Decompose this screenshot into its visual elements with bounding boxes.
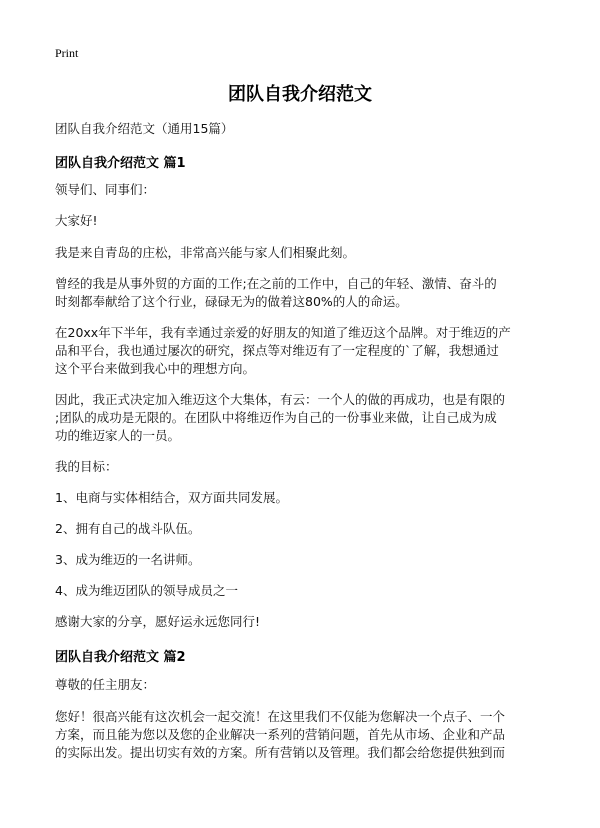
section1-heading: 团队自我介绍范文 篇1 — [55, 156, 186, 171]
section1-closing: 感谢大家的分享，愿好运永远您同行! — [55, 614, 261, 629]
section2-heading: 团队自我介绍范文 篇2 — [55, 650, 186, 665]
page-title: 团队自我介绍范文 — [228, 84, 372, 105]
section1-paragraph-4-line-1: 因此，我正式决定加入维迈这个大集体，有云：一个人的做的再成功，也是有限的 — [55, 392, 506, 407]
goals-label: 我的目标： — [55, 459, 118, 474]
goal-item: 1、电商与实体相结合，双方面共同发展。 — [55, 490, 288, 505]
section1-paragraph-4-line-2: ;团队的成功是无限的。在团队中将维迈作为自己的一份事业来做，让自己成为成 — [55, 410, 497, 425]
subtitle: 团队自我介绍范文（通用15篇） — [55, 121, 234, 136]
section2-paragraph-1-line-3: 的实际出发。提出切实有效的方案。所有营销以及管理。我们都会给您提供独到而 — [55, 745, 506, 760]
section1-paragraph-1: 我是来自青岛的庄松，非常高兴能与家人们相聚此刻。 — [55, 245, 356, 260]
section2-greeting: 尊敬的任主朋友： — [55, 677, 156, 692]
goal-item: 3、成为维迈的一名讲师。 — [55, 552, 201, 567]
section1-greeting: 领导们、同事们： — [55, 182, 156, 197]
section1-paragraph-3-line-1: 在20xx年下半年，我有幸通过亲爱的好朋友的知道了维迈这个品牌。对于维迈的产 — [55, 325, 511, 340]
goal-item: 2、拥有自己的战斗队伍。 — [55, 521, 201, 536]
section2-paragraph-1-line-2: 方案，而且能为您以及您的企业解决一系列的营销问题，首先从市场、企业和产品 — [55, 727, 506, 742]
section2-paragraph-1-line-1: 您好！很高兴能有这次机会一起交流！在这里我们不仅能为您解决一个点子、一个 — [55, 709, 506, 724]
section1-hello: 大家好! — [55, 213, 98, 228]
section1-paragraph-2-line-1: 曾经的我是从事外贸的方面的工作;在之前的工作中，自己的年轻、激情、奋斗的 — [55, 276, 497, 291]
section1-paragraph-4-line-3: 功的维迈家人的一员。 — [55, 428, 181, 443]
section1-paragraph-3-line-3: 这个平台来做到我心中的理想方向。 — [55, 361, 256, 376]
section1-paragraph-3-line-2: 品和平台，我也通过屡次的研究，探点等对维迈有了一定程度的`了解，我想通过 — [55, 343, 499, 358]
print-label[interactable]: Print — [55, 46, 79, 60]
goal-item: 4、成为维迈团队的领导成员之一 — [55, 583, 238, 598]
section1-paragraph-2-line-2: 时刻都奉献给了这个行业，碌碌无为的做着这80%的人的命运。 — [55, 294, 408, 309]
